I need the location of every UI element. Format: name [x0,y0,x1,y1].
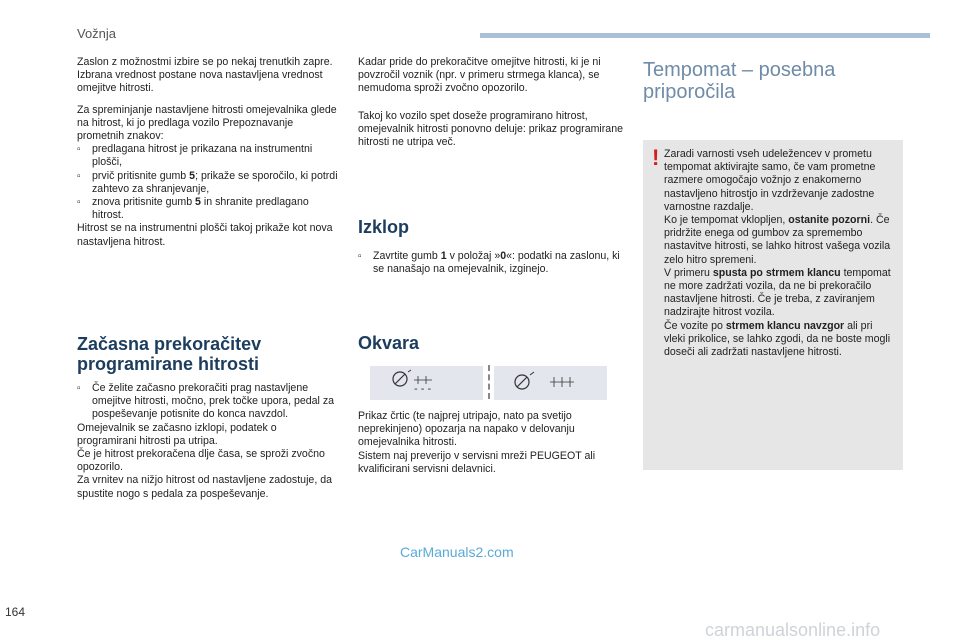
list-item: ▫ predlagana hitrost je prikazana na instrumentni plošči, [77,143,339,169]
image-divider [488,365,490,399]
paragraph: Omejevalnik se začasno izklopi, podatek o programirani hitrosti pa utripa. [77,421,277,447]
text: Ko je tempomat vklopljen, [664,214,789,227]
text: «: podatki na zaslonu, ki se nanašajo na omejevalnik, izginejo. [373,250,620,276]
column-2 [358,56,624,157]
warning-note-text [664,148,896,359]
paragraph: Kadar pride do prekoračitve omejitve hitrosti, ki je ni povzročil voznik (npr. v primeru strmega klanca), se nemudoma sproži zvočno opozorilo. [358,56,601,95]
list-item [77,170,339,196]
watermark-footer[interactable]: carmanualsonline.info [705,620,881,640]
text: ; prikaže se sporočilo, ki potrdi zahtevo za shranjevanje, [92,169,338,195]
button-number: 1 [440,250,447,262]
list-item [77,196,339,222]
column-1-lower [77,382,339,501]
bullet-list [77,143,339,222]
heading-okvara: Okvara [358,333,420,353]
section-title: Vožnja [77,26,117,41]
text: V primeru [664,266,713,279]
heading-temporary-exceed: Začasna prekoračitev programirane hitrosti [77,334,262,374]
page-number: 164 [5,605,26,619]
text: ali pri vleki prikolice, se lahko zgodi, da ne boste mogli doseči ali zadržati nastavljene hitrosti. [664,319,891,359]
speed-limiter-gauge-icon [494,366,607,400]
paragraph [77,56,339,96]
text: v položaj » [446,250,501,262]
bold-text: strmem klancu navzgor [725,319,845,332]
button-number: 5 [195,196,201,209]
text: . Če pridržite enega od gumbov za spremembo nastavitve hitrosti, se lahko hitrost vašega vozila zelo hitro spremeni. [664,214,891,266]
column-2-okvara [358,410,624,476]
position-zero: 0 [500,250,507,262]
paragraph [664,267,896,320]
paragraph: Prikaz črtic (te najprej utripajo, nato pa svetijo neprekinjeno) opozarja na napako v delovanju omejevalnika hitrosti. [358,410,575,449]
text: prvič pritisnite gumb [92,169,190,182]
paragraph [664,214,896,267]
list-item: ▫ Če želite začasno prekoračiti prag nastavljene omejitve hitrosti, močno, prek točke upora, pedal za pospeševanje potisnite do konca navzdol. [77,382,339,422]
exclamation-icon: ! [652,145,660,170]
bold-text: spusta po strmem klancu [712,266,841,279]
bold-text: ostanite pozorni [788,214,871,227]
column-1 [77,56,339,257]
text: tempomat ne more zadržati vozila, da ne bi prekoračilo nastavljene hitrosti. Če je treba, z zaviranjem nadzirajte hitrost vozila. [664,266,891,319]
paragraph: Hitrost se na instrumentni plošči takoj prikaže kot nova nastavljena hitrost. [77,222,333,248]
heading-tempomat: Tempomat – posebna priporočila [643,59,836,103]
column-2-izklop [358,250,624,276]
bullet-list [358,250,624,276]
paragraph: Sistem naj preverijo v servisni mreži PEUGEOT ali kvalificirani servisni delavnici. [358,449,596,475]
paragraph [664,320,896,360]
paragraph: Za spreminjanje nastavljene hitrosti omejevalnika glede na hitrost, ki jo predlaga vozilo Prepoznavanje prometnih znakov: [77,103,337,143]
svg-text:- - -: - - - [414,383,432,395]
text: znova pritisnite gumb [92,196,196,209]
text: Če vozite po [664,319,726,332]
list-item [358,250,624,276]
text: in shranite predlagano hitrost. [92,196,309,222]
text: Zavrtite gumb [373,250,441,262]
paragraph: Za vrnitev na nižjo hitrost od nastavljene zadostuje, da spustite nogo s pedala za pospeševanje. [77,474,332,500]
bullet-list [77,382,339,422]
speed-limiter-gauge-icon [370,366,483,400]
paragraph: Če je hitrost prekoračena dlje časa, se sproži zvočno opozorilo. [77,448,325,474]
heading-izklop: Izklop [358,217,410,237]
text: Izbrana vrednost postane nova nastavljena vrednost omejitve hitrosti. [77,69,323,95]
button-number: 5 [189,169,196,182]
paragraph: Takoj ko vozilo spet doseže programirano hitrost, omejevalnik hitrosti ponovno deluje: prikaz programirane hitrosti ne utripa več. [358,109,623,149]
watermark-link[interactable]: CarManuals2.com [400,544,514,560]
header-bar [480,33,930,38]
paragraph: Zaradi varnosti vseh udeležencev v prometu tempomat aktivirajte samo, če vam prometne razmere omogočajo vožnjo z enakomerno nastavljeno hitrostjo in vzdrževanje zadostne varnostne razdalje. [664,148,876,213]
text: Zaslon z možnostmi izbire se po nekaj trenutkih zapre. [77,56,333,68]
